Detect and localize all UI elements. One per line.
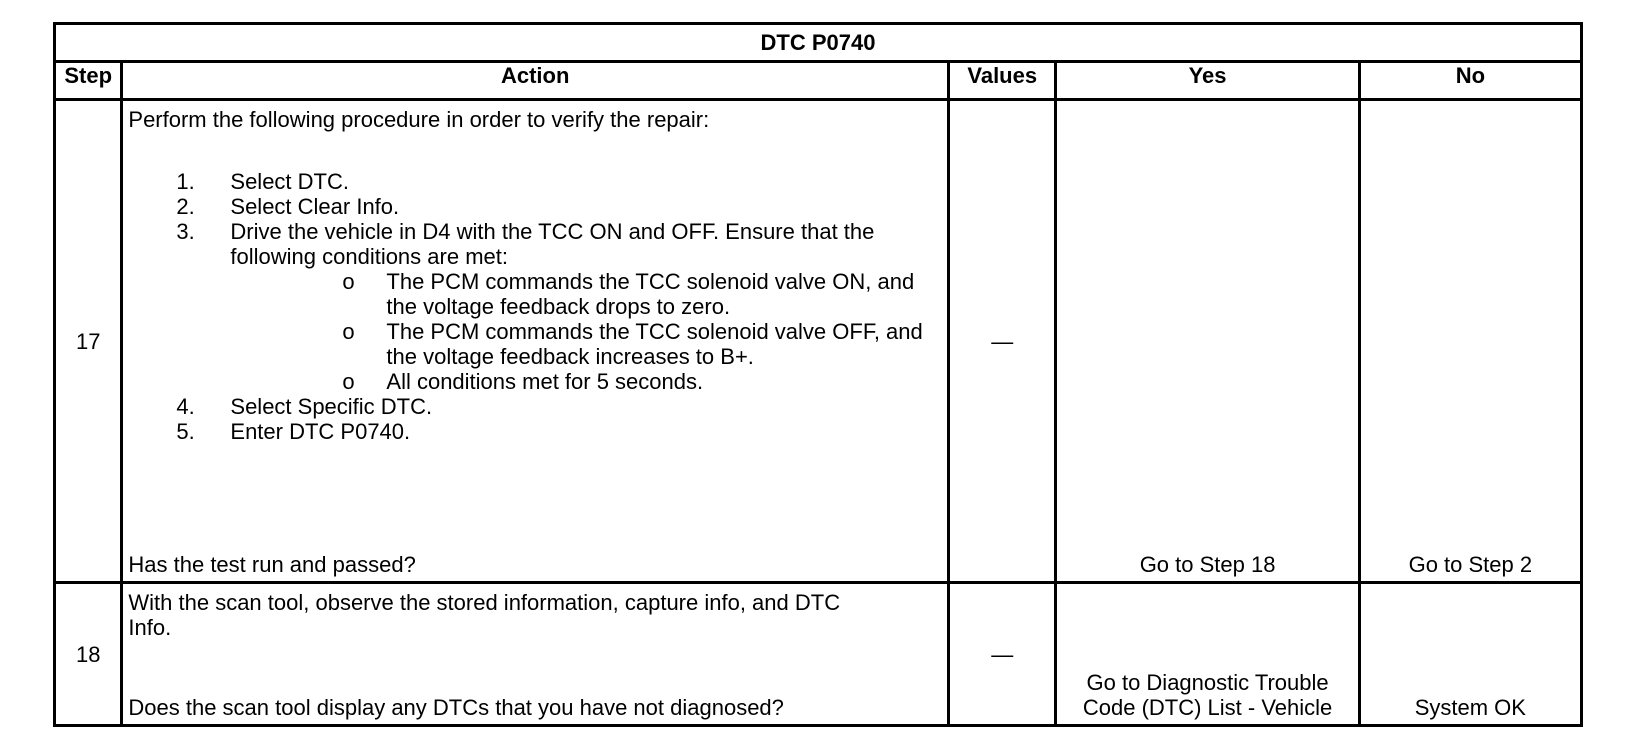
action-intro: Perform the following procedure in order to verify the repair: <box>128 107 710 132</box>
header-step: Step <box>55 62 122 100</box>
list-item: 4. Select Specific DTC. <box>176 394 433 419</box>
sub-list-item: o The PCM commands the TCC solenoid valve OFF, and the voltage feedback increases to B+. <box>342 319 923 369</box>
dtc-table <box>53 22 1583 727</box>
header-action: Action <box>122 62 949 100</box>
header-row <box>55 62 1582 100</box>
list-item: 3. Drive the vehicle in D4 with the TCC ON and OFF. Ensure that the following conditions are met: o The PCM commands the TCC solenoid valve ON, and the voltage feedback drops to zero. o The PCM commands the TCC solenoid valve OFF, and the voltage feedback increases to B+. o All conditions met for 5 seconds. <box>128 219 943 394</box>
header-yes: Yes <box>1056 62 1359 100</box>
yes-cell: Go to Step 18 <box>1056 100 1359 583</box>
procedure-list <box>128 169 943 444</box>
table-row <box>55 583 1582 726</box>
header-values: Values <box>949 62 1056 100</box>
list-item: 1. Select DTC. <box>176 169 349 194</box>
no-cell: System OK <box>1359 583 1581 726</box>
yes-cell: Go to Diagnostic Trouble Code (DTC) List - Vehicle <box>1056 583 1359 726</box>
no-cell: Go to Step 2 <box>1359 100 1581 583</box>
action-question: Has the test run and passed? <box>128 552 416 577</box>
sub-list-item: o All conditions met for 5 seconds. <box>342 369 704 394</box>
header-no: No <box>1359 62 1581 100</box>
action-intro: With the scan tool, observe the stored information, capture info, and DTC Info. <box>128 590 841 640</box>
sub-list-item: o The PCM commands the TCC solenoid valve ON, and the voltage feedback drops to zero. <box>342 269 915 319</box>
step-number: 17 <box>55 100 122 583</box>
step-number: 18 <box>55 583 122 726</box>
action-cell <box>122 583 949 726</box>
conditions-list <box>128 269 943 394</box>
table-row <box>55 100 1582 583</box>
action-question: Does the scan tool display any DTCs that you have not diagnosed? <box>128 695 784 720</box>
values-cell: — <box>949 100 1056 583</box>
list-item: 5. Enter DTC P0740. <box>176 419 411 444</box>
table-title: DTC P0740 <box>55 24 1582 62</box>
action-cell <box>122 100 949 583</box>
list-item: 2. Select Clear Info. <box>176 194 400 219</box>
values-cell: — <box>949 583 1056 726</box>
